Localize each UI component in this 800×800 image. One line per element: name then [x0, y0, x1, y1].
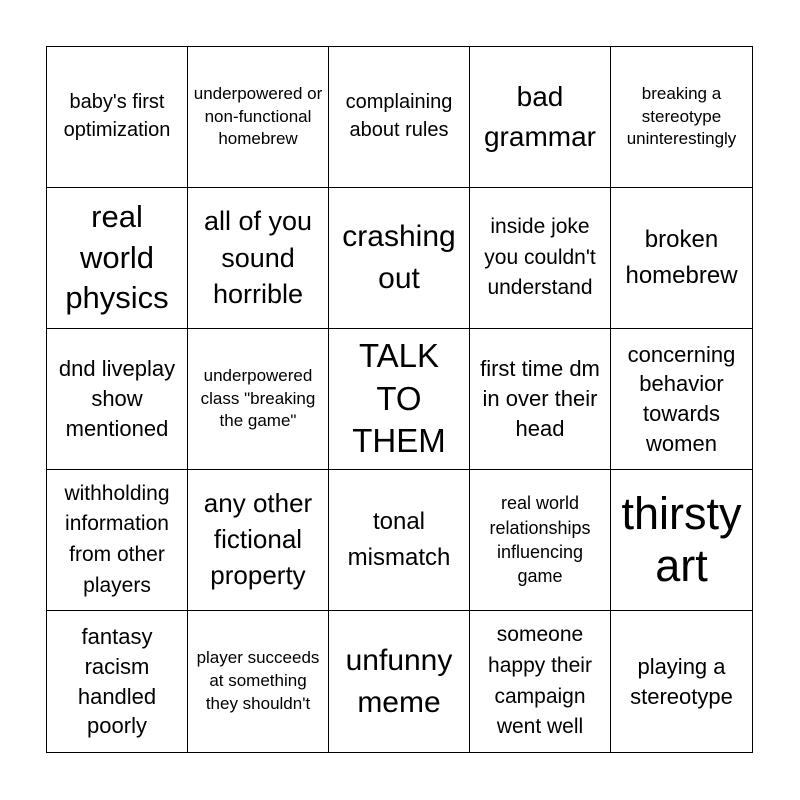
cell-text: broken homebrew — [625, 226, 738, 289]
cell-text: underpowered or non-functional homebrew — [193, 83, 323, 149]
bingo-cell-r1c5[interactable] — [611, 47, 752, 188]
bingo-cell-r2c3[interactable] — [329, 188, 470, 329]
bingo-cell-r2c2[interactable] — [188, 188, 329, 329]
cell-text: crashing out — [342, 220, 456, 295]
cell-text: bad grammar — [483, 81, 596, 152]
cell-text: thirsty art — [621, 487, 742, 591]
bingo-cell-r5c5[interactable] — [611, 611, 752, 752]
cell-text: TALK TO THEM — [352, 336, 446, 460]
cell-text: real world relationships influencing game — [489, 493, 591, 587]
bingo-cell-r5c1[interactable] — [47, 611, 188, 752]
bingo-cell-r2c5[interactable] — [611, 188, 752, 329]
bingo-cell-r3c4[interactable] — [470, 329, 611, 470]
cell-text: all of you sound horrible — [203, 206, 313, 310]
cell-text: underpowered class "breaking the game" — [200, 365, 316, 431]
bingo-cell-r1c4[interactable] — [470, 47, 611, 188]
bingo-cell-r3c2[interactable] — [188, 329, 329, 470]
cell-text: breaking a stereotype uninterestingly — [626, 83, 737, 149]
cell-text: concerning behavior towards women — [627, 341, 736, 456]
bingo-cell-r5c4[interactable] — [470, 611, 611, 752]
cell-text: tonal mismatch — [347, 508, 451, 571]
cell-text: any other fictional property — [203, 488, 313, 590]
bingo-cell-r5c3[interactable] — [329, 611, 470, 752]
bingo-board — [46, 46, 753, 753]
bingo-cell-r2c4[interactable] — [470, 188, 611, 329]
cell-text: unfunny meme — [345, 643, 453, 719]
bingo-cell-r1c3[interactable] — [329, 47, 470, 188]
bingo-cell-r4c2[interactable] — [188, 470, 329, 611]
cell-text: inside joke you couldn't understand — [484, 215, 596, 300]
cell-text: fantasy racism handled poorly — [77, 624, 157, 739]
bingo-cell-r3c3-free[interactable] — [329, 329, 470, 470]
bingo-cell-r3c1[interactable] — [47, 329, 188, 470]
cell-text: withholding information from other players — [64, 481, 170, 597]
bingo-cell-r4c1[interactable] — [47, 470, 188, 611]
cell-text: playing a stereotype — [630, 653, 733, 709]
bingo-cell-r4c3[interactable] — [329, 470, 470, 611]
cell-text: dnd liveplay show mentioned — [58, 356, 176, 441]
bingo-cell-r1c1[interactable] — [47, 47, 188, 188]
cell-text: complaining about rules — [345, 91, 453, 141]
cell-text: player succeeds at something they shouldn't — [196, 648, 320, 713]
bingo-cell-r2c1[interactable] — [47, 188, 188, 329]
cell-text: someone happy their campaign went well — [488, 623, 592, 739]
cell-text: baby's first optimization — [63, 91, 171, 141]
bingo-cell-r1c2[interactable] — [188, 47, 329, 188]
bingo-cell-r3c5[interactable] — [611, 329, 752, 470]
bingo-cell-r5c2[interactable] — [188, 611, 329, 752]
bingo-cell-r4c4[interactable] — [470, 470, 611, 611]
cell-text: first time dm in over their head — [480, 356, 600, 441]
bingo-cell-r4c5[interactable] — [611, 470, 752, 611]
cell-text: real world physics — [65, 198, 169, 316]
